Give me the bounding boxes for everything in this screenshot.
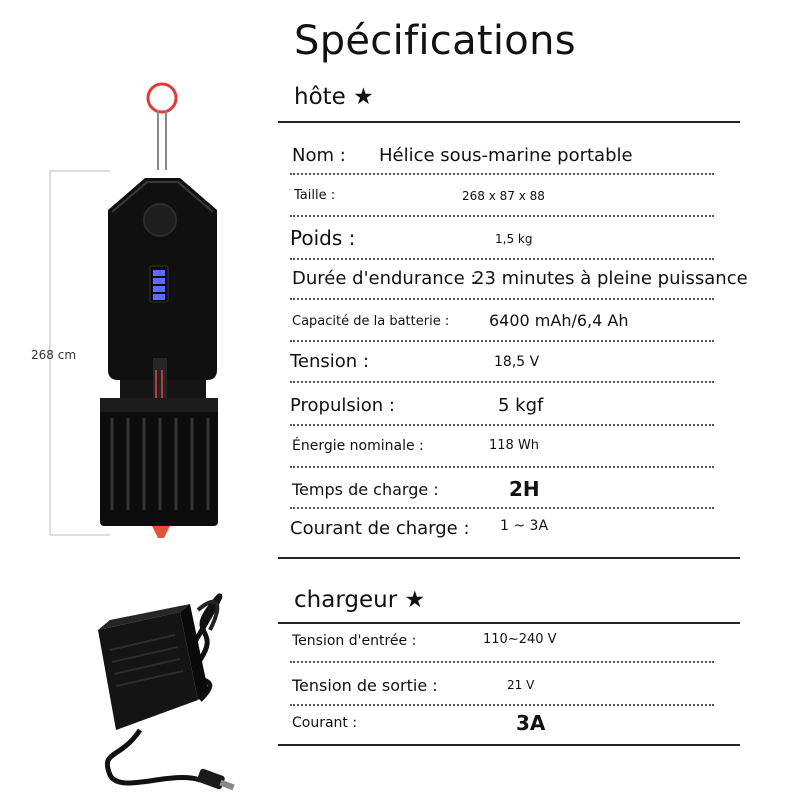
row-divider: [290, 173, 714, 175]
propeller-illustration: [90, 80, 240, 540]
row-divider: [290, 466, 714, 468]
spec-value-rated-energy: 118 Wh: [489, 438, 540, 453]
spec-value-voltage: 18,5 V: [494, 354, 540, 370]
spec-value-endurance: 23 minutes à pleine puissance: [473, 268, 748, 289]
row-divider: [290, 381, 714, 383]
spec-label-weight: Poids :: [290, 226, 356, 250]
charger-section-title: chargeur ★: [294, 587, 426, 613]
dimension-label: 268 cm: [31, 348, 77, 362]
spec-value-current: 3A: [516, 711, 546, 735]
spec-label-size: Taille :: [294, 188, 336, 203]
spec-label-thrust: Propulsion :: [290, 395, 395, 416]
row-divider: [290, 258, 714, 260]
spec-value-battery-capacity: 6400 mAh/6,4 Ah: [489, 311, 629, 330]
nozzle-icon: [152, 526, 170, 538]
spec-label-name: Nom :: [292, 145, 346, 166]
spec-label-battery-capacity: Capacité de la batterie :: [292, 314, 450, 329]
host-section-rule: [278, 121, 740, 123]
host-section-title: hôte ★: [294, 84, 374, 110]
row-divider: [290, 340, 714, 342]
charger-section-rule: [278, 622, 740, 624]
spec-label-rated-energy: Énergie nominale :: [292, 438, 424, 454]
row-divider: [290, 298, 714, 300]
spec-value-charge-time: 2H: [509, 477, 540, 501]
spec-label-endurance: Durée d'endurance :: [292, 268, 477, 289]
spec-label-input-voltage: Tension d'entrée :: [292, 633, 417, 649]
power-button-icon: [144, 204, 176, 236]
spec-value-thrust: 5 kgf: [498, 395, 544, 416]
spec-value-input-voltage: 110~240 V: [483, 632, 557, 647]
spec-label-charge-time: Temps de charge :: [292, 480, 439, 499]
row-divider: [290, 507, 714, 509]
spec-value-charge-current: 1 ~ 3A: [500, 518, 549, 534]
spec-value-output-voltage: 21 V: [507, 678, 535, 692]
spec-label-charge-current: Courant de charge :: [290, 518, 470, 539]
spec-label-voltage: Tension :: [290, 351, 370, 372]
spec-value-size: 268 x 87 x 88: [462, 189, 545, 203]
row-divider: [290, 424, 714, 426]
dc-plug-icon: [196, 768, 225, 790]
spec-label-current: Courant :: [292, 715, 358, 731]
charger-section-end-rule: [278, 744, 740, 746]
charger-illustration: [80, 590, 250, 800]
pull-ring-icon: [148, 84, 176, 112]
spec-value-weight: 1,5 kg: [495, 232, 533, 246]
spec-label-output-voltage: Tension de sortie :: [292, 676, 438, 695]
host-section-end-rule: [278, 557, 740, 559]
row-divider: [290, 661, 714, 663]
spec-value-name: Hélice sous-marine portable: [379, 145, 633, 166]
page-title: Spécifications: [294, 18, 576, 64]
row-divider: [290, 215, 714, 217]
row-divider: [290, 704, 714, 706]
